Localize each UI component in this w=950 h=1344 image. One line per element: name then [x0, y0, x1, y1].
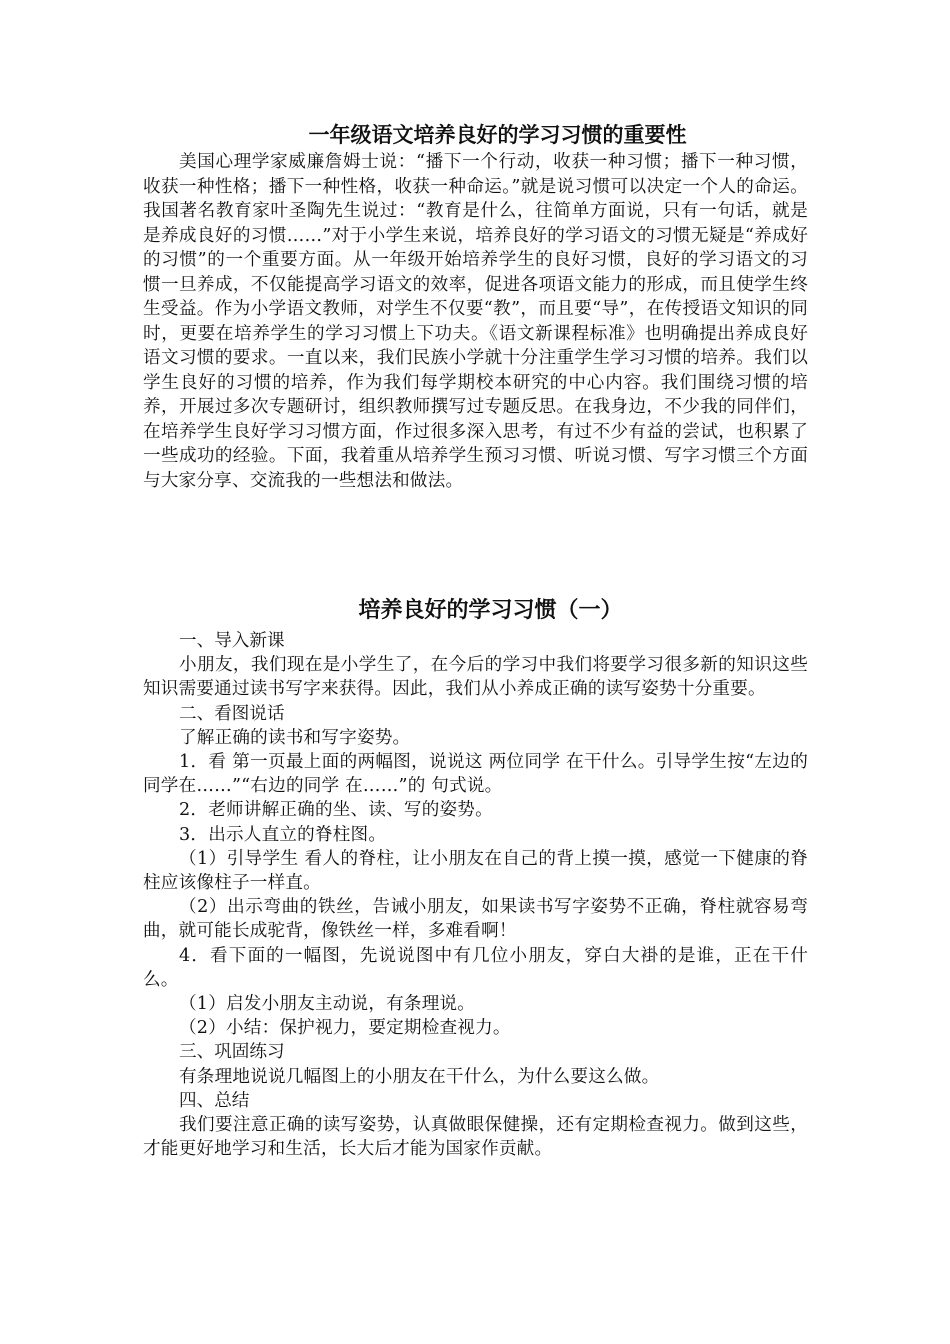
lesson-section — [143, 593, 808, 1161]
lesson-step-3: 3．出示人直立的脊柱图。 — [179, 824, 387, 845]
lesson-title: 培养良好的学习习惯（一） — [358, 598, 623, 623]
lesson-step-1: 1．看 第一页最上面的两幅图，说说这 两位同学 在干什么。引导学生按“左边的同学在……”“右边的同学 在……”的 句式说。 — [143, 752, 808, 797]
intro-title: 一年级语文培养良好的学习习惯的重要性 — [308, 123, 687, 147]
lesson-step-4: 4．看下面的一幅图，先说说图中有几位小朋友，穿白大褂的是谁，正在干什么。 — [143, 945, 808, 990]
lesson-body — [143, 629, 808, 1161]
lesson-heading-picture-talk: 二、看图说话 — [179, 703, 285, 724]
lesson-heading-practice: 三、巩固练习 — [179, 1042, 285, 1063]
lesson-paragraph: 小朋友，我们现在是小学生了，在今后的学习中我们将要学习很多新的知识这些知识需要通过读书写字来获得。因此，我们从小养成正确的读写姿势十分重要。 — [143, 655, 808, 700]
lesson-paragraph: 有条理地说说几幅图上的小朋友在干什么，为什么要这么做。 — [179, 1066, 660, 1087]
lesson-heading-intro: 一、导入新课 — [179, 631, 285, 651]
lesson-paragraph: 我们要注意正确的读写姿势，认真做眼保健操，还有定期检查视力。做到这些，才能更好地学习和生活，长大后才能为国家作贡献。 — [143, 1115, 808, 1160]
lesson-substep-2: （2）小结：保护视力，要定期检查视力。 — [179, 1018, 511, 1039]
lesson-substep-2: （2）出示弯曲的铁丝，告诫小朋友，如果读书写字姿势不正确，脊柱就容易弯曲，就可能长成驼背，像铁丝一样，多难看啊！ — [143, 897, 808, 942]
intro-section — [143, 120, 808, 493]
lesson-heading-summary: 四、总结 — [179, 1090, 250, 1111]
lesson-paragraph: 了解正确的读书和写字姿势。 — [179, 727, 411, 748]
lesson-substep-1: （1）启发小朋友主动说，有条理说。 — [179, 994, 476, 1015]
lesson-substep-1: （1）引导学生 看人的脊柱，让小朋友在自己的背上摸一摸，感觉一下健康的脊柱应该像柱子一样直。 — [143, 848, 808, 894]
intro-paragraph: 美国心理学家威廉詹姆士说：“播下一个行动，收获一种习惯；播下一种习惯，收获一种性格；播下一种性格，收获一种命运。”就是说习惯可以决定一个人的命运。我国著名教育家叶圣陶先生说过：“教育是什么，往简单方面说，只有一句话，就是是养成良好的习惯……”对于小学生来说，培养良好的学习语文的习惯无疑是“养成好的习惯”的一个重要方面。从一年级开始培养学生的良好习惯，良好的学习语文的习惯一旦养成，不仅能提高学习语文的效率，促进各项语文能力的形成，而且使学生终生受益。作为小学语文教师，对学生不仅要“教”，而且要“导”，在传授语文知识的同时，更要在培养学生的学习习惯上下功夫。《语文新课程标准》也明确提出养成良好语文习惯的要求。一直以来，我们民族小学就十分注重学生学习习惯的培养。我们以学生良好的习惯的培养，作为我们每学期校本研究的中心内容。我们围绕习惯的培养，开展过多次专题研讨，组织教师撰写过专题反思。在我身边，不少我的同伴们，在培养学生良好学习习惯方面，作过很多深入思考，有过不少有益的尝试，也积累了一些成功的经验。下面，我着重从培养学生预习习惯、听说习惯、写字习惯三个方面与大家分享、交流我的一些想法和做法。 — [143, 152, 808, 491]
lesson-step-2: 2．老师讲解正确的坐、读、写的姿势。 — [179, 800, 493, 821]
